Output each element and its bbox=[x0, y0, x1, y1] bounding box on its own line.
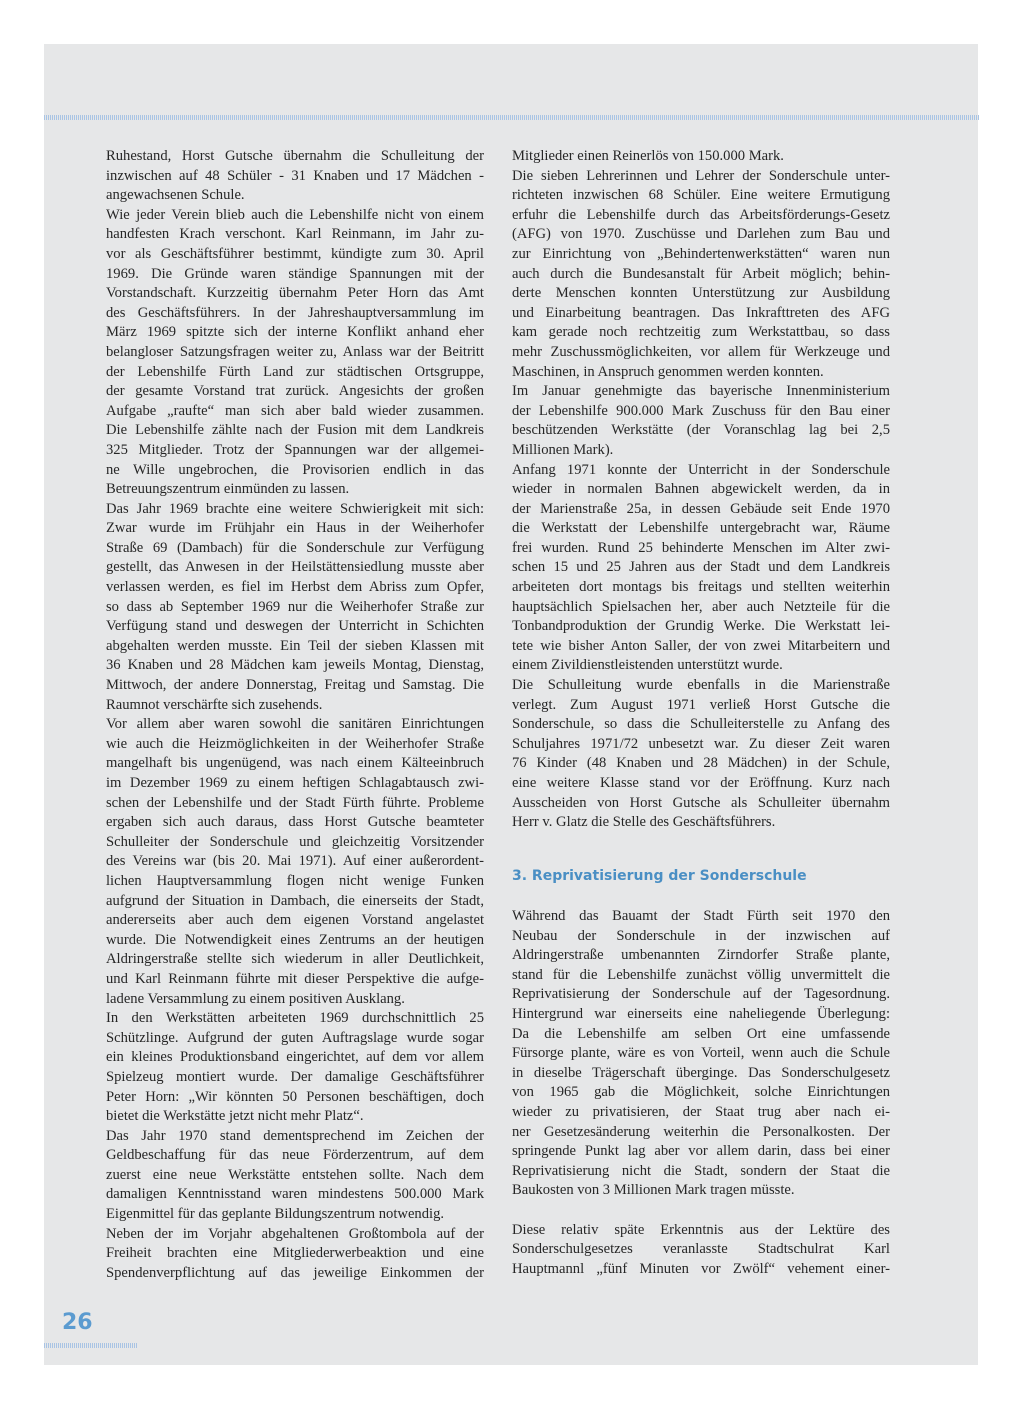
paragraph bbox=[512, 907, 890, 1201]
text-line: beschützenden Werkstätte (der Voranschlag lag bei 2,5 bbox=[512, 422, 890, 439]
text-line: in dieselbe Trägerschaft überginge. Das Sonderschulgesetz bbox=[512, 1064, 890, 1081]
paragraph bbox=[512, 1201, 890, 1221]
text-line: Straße 69 (Dambach) für die Sonderschule zur Verfügung bbox=[106, 539, 484, 556]
paragraph bbox=[512, 382, 890, 460]
text-line: der Marienstraße 25a, in dessen Gebäude seit Ende 1970 bbox=[512, 500, 890, 517]
text-line: Peter Horn: „Wir könnten 50 Personen beschäftigen, doch bbox=[106, 1088, 484, 1105]
text-line: wurde. Die Notwendigkeit eines Zentrums an der heutigen bbox=[106, 931, 484, 948]
text-line: Wie jeder Verein blieb auch die Lebenshilfe nicht von einem bbox=[106, 206, 484, 223]
text-line: wieder in normalen Bahnen abgewickelt werden, da in bbox=[512, 481, 890, 498]
text-line: der Lebenshilfe 900.000 Mark Zuschuss für den Bau einer bbox=[512, 402, 890, 419]
text-line: abgehalten werden musste. Ein Teil der sieben Klassen mit bbox=[106, 637, 484, 654]
text-line: Hauptmannl „fünf Minuten vor Zwölf“ vehement einer- bbox=[512, 1260, 890, 1277]
text-line: Aldringerstraße stellte sich wiederum in aller Deutlichkeit, bbox=[106, 951, 484, 968]
text-line: schen 15 und 25 Jahren aus der Stadt und dem Landkreis bbox=[512, 559, 890, 576]
text-line: Ausscheiden von Horst Gutsche als Schulleiter übernahm bbox=[512, 794, 890, 811]
text-line: bietet die Werkstätte jetzt nicht mehr Platz“. bbox=[106, 1108, 364, 1125]
text-line: einem Zivildienstleistenden unterstützt wurde. bbox=[512, 657, 783, 674]
text-line: Da die Lebenshilfe am selben Ort eine umfassende bbox=[512, 1025, 890, 1042]
text-line: wie auch die Heizmöglichkeiten in der Weiherhofer Straße bbox=[106, 735, 484, 752]
text-line: eine weitere Klasse stand vor der Eröffnung. Kurz nach bbox=[512, 775, 890, 791]
text-line: Die sieben Lehrerinnen und Lehrer der Sonderschule unter- bbox=[512, 167, 890, 184]
text-line: von 1965 gab die Möglichkeit, solche Einrichtungen bbox=[512, 1084, 890, 1101]
text-line: Mittwoch, der andere Donnerstag, Freitag und Samstag. Die bbox=[106, 677, 484, 694]
text-line: März 1969 spitzte sich der interne Konflikt anhand eher bbox=[106, 324, 484, 341]
text-line: zur Einrichtung von „Behindertenwerkstätten“ waren nun bbox=[512, 245, 890, 262]
left-text-column bbox=[106, 147, 484, 1283]
text-line: Millionen Mark). bbox=[512, 441, 614, 458]
text-line: Maschinen, in Anspruch genommen werden konnten. bbox=[512, 363, 824, 380]
header-dotted-rule bbox=[44, 115, 980, 120]
right-text-column bbox=[512, 147, 890, 833]
text-line: richteten inzwischen 68 Schüler. Eine weitere Ermutigung bbox=[512, 187, 890, 204]
paragraph bbox=[106, 500, 484, 716]
text-line: Baukosten von 3 Millionen Mark tragen müsste. bbox=[512, 1182, 795, 1199]
text-line: und Einarbeitung beantragen. Das Inkrafttreten des AFG bbox=[512, 304, 890, 321]
text-line: verlegt. Zum August 1971 verließ Horst Gutsche die bbox=[512, 696, 890, 713]
text-line: Die Lebenshilfe zählte nach der Fusion mit dem Landkreis bbox=[106, 422, 484, 439]
text-line: ergaben sich auch daraus, dass Horst Gutsche beamteter bbox=[106, 814, 484, 831]
text-line: der gesamte Vorstand trat zurück. Angesichts der großen bbox=[106, 383, 484, 400]
text-line: so dass ab September 1969 nur die Weiherhofer Straße zur bbox=[106, 598, 484, 615]
text-line: Aldringerstraße umbenannten Zirndorfer Straße plante, bbox=[512, 947, 890, 964]
paragraph bbox=[106, 147, 484, 206]
text-line: frei wurden. Rund 25 behinderte Menschen im Alter zwi- bbox=[512, 539, 890, 556]
text-line: erfuhr die Lebenshilfe durch das Arbeitsförderungs-Gesetz bbox=[512, 206, 890, 223]
paragraph bbox=[106, 1127, 484, 1225]
text-line: angewachsenen Schule. bbox=[106, 187, 245, 204]
text-line: verlassen werden, es fiel im Herbst dem Abriss zum Opfer, bbox=[106, 579, 484, 596]
text-line: Aufgabe „raufte“ man sich aber bald wieder zusammen. bbox=[106, 402, 484, 419]
paragraph bbox=[512, 676, 890, 833]
text-line: Ruhestand, Horst Gutsche übernahm die Schulleitung der bbox=[106, 148, 484, 164]
text-line: die Werkstatt der Lebenshilfe untergebracht war, Räume bbox=[512, 520, 890, 537]
section-heading: 3. Reprivatisierung der Sonderschule bbox=[512, 868, 807, 884]
text-line: Das Jahr 1970 stand dementsprechend im Zeichen der bbox=[106, 1127, 484, 1144]
text-line: auch durch die Bundesanstalt für Arbeit möglich; behin- bbox=[512, 265, 890, 282]
text-line: mehr Zuschussmöglichkeiten, vor allem für Werkzeuge und bbox=[512, 343, 890, 360]
text-line: Hintergrund war einerseits eine naheliegende Überlegung: bbox=[512, 1005, 890, 1022]
text-line: wieder zu privatisieren, der Staat trug aber nach ei- bbox=[512, 1103, 890, 1120]
text-line: vor als Geschäftsführer bestimmt, kündigte zum 30. April bbox=[106, 245, 484, 262]
text-line: derte Menschen konnten Unterstützung zur Ausbildung bbox=[512, 285, 890, 302]
text-line: Reprivatisierung nicht die Stadt, sondern der Staat die bbox=[512, 1162, 890, 1179]
text-line: aufgrund der Situation in Dambach, die einerseits der Stadt, bbox=[106, 892, 484, 909]
text-line: 325 Mitglieder. Trotz der Spannungen war der allgemei- bbox=[106, 441, 484, 458]
text-line: Raumnot verschärfte sich zusehends. bbox=[106, 696, 323, 713]
text-line: und Karl Reinmann führte mit dieser Perspektive die aufge- bbox=[106, 970, 484, 987]
text-line: Betreuungszentrum einmünden zu lassen. bbox=[106, 481, 350, 498]
text-line: Vor allem aber waren sowohl die sanitären Einrichtungen bbox=[106, 716, 484, 733]
text-line: Geldbeschaffung für das neue Förderzentrum, auf dem bbox=[106, 1147, 484, 1164]
footer-dotted-rule bbox=[44, 1343, 138, 1348]
text-line: 1969. Die Gründe waren ständige Spannungen mit der bbox=[106, 265, 484, 282]
text-line: kam gerade noch rechtzeitig zum Werkstattbau, so dass bbox=[512, 324, 890, 341]
text-line: Fürsorge plante, wäre es von Vorteil, wenn auch die Schule bbox=[512, 1045, 890, 1062]
text-line: Sonderschule, so dass die Schulleiterstelle zu Anfang des bbox=[512, 716, 890, 733]
text-line: arbeiteten dort montags bis freitags und stellten weiterhin bbox=[512, 579, 890, 596]
text-line: Sonderschulgesetzes veranlasste Stadtschulrat Karl bbox=[512, 1241, 890, 1258]
text-line: mangelhaft bis ungenügend, was nach einem Kälteeinbruch bbox=[106, 755, 484, 772]
text-line: hauptsächlich Spielsachen her, aber auch Netzteile für die bbox=[512, 598, 890, 615]
text-line: Spendenverpflichtung auf das jeweilige Einkommen der bbox=[106, 1264, 484, 1281]
text-line: Tonbandproduktion der Grundig Werke. Die Werkstatt lei- bbox=[512, 618, 890, 635]
text-line: Die Schulleitung wurde ebenfalls in die Marienstraße bbox=[512, 677, 890, 694]
text-line: ner Gesetzesänderung weiterhin die Personalkosten. Der bbox=[512, 1123, 890, 1140]
text-line: Verfügung stand und deswegen der Unterricht in Schichten bbox=[106, 618, 484, 635]
text-line: Reprivatisierung der Sonderschule auf der Tagesordnung. bbox=[512, 986, 890, 1003]
text-line: (AFG) von 1970. Zuschüsse und Darlehen zum Bau und bbox=[512, 226, 890, 243]
text-line: Freiheit brachten eine Mitgliederwerbeaktion und eine bbox=[106, 1245, 484, 1262]
text-line: Zwar wurde im Frühjahr ein Haus in der Weiherhofer bbox=[106, 520, 484, 537]
paragraph bbox=[106, 206, 484, 500]
text-line: ne Wille ungebrochen, die Provisorien endlich in das bbox=[106, 461, 484, 478]
paragraph bbox=[106, 1009, 484, 1127]
text-line: Schuljahres 1971/72 unbesetzt war. Zu dieser Zeit waren bbox=[512, 735, 890, 752]
text-line: Das Jahr 1969 brachte eine weitere Schwierigkeit mit sich: bbox=[106, 500, 484, 517]
text-line: gestellt, das Anwesen in der Heilstättensiedlung musste aber bbox=[106, 559, 484, 576]
text-line: belangloser Satzungsfragen weiter zu, Anlass war der Beitritt bbox=[106, 343, 484, 360]
text-line: Anfang 1971 konnte der Unterricht in der Sonderschule bbox=[512, 461, 890, 478]
text-line: Mitglieder einen Reinerlös von 150.000 Mark. bbox=[512, 148, 784, 164]
text-line: Vorstandschaft. Kurzzeitig übernahm Peter Horn das Amt bbox=[106, 285, 484, 302]
text-line: des Vereins war (bis 20. Mai 1971). Auf einer außerordent- bbox=[106, 853, 484, 870]
text-line: im Dezember 1969 zu einem heftigen Schlagabtausch zwi- bbox=[106, 775, 484, 791]
paragraph bbox=[106, 1225, 484, 1284]
text-line: der Lebenshilfe Fürth Land zur städtischen Ortsgruppe, bbox=[106, 363, 484, 380]
text-line: lichen Hauptversammlung flogen nicht wenige Funken bbox=[106, 872, 484, 889]
paragraph bbox=[106, 715, 484, 1009]
text-line: ein kleines Produktionsband eingerichtet, auf dem vor allem bbox=[106, 1049, 484, 1066]
text-line: zuerst eine neue Werkstätte entstehen sollte. Nach dem bbox=[106, 1166, 484, 1183]
text-line: Eigenmittel für das geplante Bildungszentrum notwendig. bbox=[106, 1206, 445, 1223]
text-line: andererseits aber auch dem eigenen Vorstand angelastet bbox=[106, 912, 484, 929]
text-line: Herr v. Glatz die Stelle des Geschäftsführers. bbox=[512, 814, 776, 831]
text-line: Spielzeug montiert wurde. Der damalige Geschäftsführer bbox=[106, 1068, 484, 1085]
text-line: schen der Lebenshilfe und der Stadt Fürth führte. Probleme bbox=[106, 794, 484, 811]
text-line: springende Punkt lag aber vor allem darin, dass bei einer bbox=[512, 1143, 890, 1160]
text-line: 76 Kinder (48 Knaben und 28 Mädchen) in der Schule, bbox=[512, 755, 890, 772]
text-line: Schützlinge. Aufgrund der guten Auftragslage wurde sogar bbox=[106, 1029, 484, 1046]
text-line: des Geschäftsführers. In der Jahreshauptversammlung im bbox=[106, 304, 484, 321]
text-line: Neben der im Vorjahr abgehaltenen Großtombola auf der bbox=[106, 1225, 484, 1242]
text-line: inzwischen auf 48 Schüler - 31 Knaben und 17 Mädchen - bbox=[106, 167, 484, 184]
text-line: stand für die Lebenshilfe zunächst völlig unvermittelt die bbox=[512, 966, 890, 983]
blank-line bbox=[512, 1201, 890, 1221]
section-text bbox=[512, 907, 890, 1279]
text-line: Neubau der Sonderschule in der inzwischen auf bbox=[512, 927, 890, 944]
text-line: Im Januar genehmigte das bayerische Innenministerium bbox=[512, 383, 890, 400]
page-number: 26 bbox=[62, 1310, 93, 1335]
text-line: Schulleiter der Sonderschule und gleichzeitig Vorsitzender bbox=[106, 833, 484, 850]
paragraph bbox=[512, 147, 890, 167]
paragraph bbox=[512, 167, 890, 383]
paragraph bbox=[512, 461, 890, 677]
paragraph bbox=[512, 1221, 890, 1280]
text-line: 36 Knaben und 28 Mädchen kam jeweils Montag, Dienstag, bbox=[106, 657, 484, 674]
text-line: Während das Bauamt der Stadt Fürth seit 1970 den bbox=[512, 908, 890, 924]
text-line: Diese relativ späte Erkenntnis aus der Lektüre des bbox=[512, 1221, 890, 1238]
text-line: handfesten Krach verschont. Karl Reinmann, im Jahr zu- bbox=[106, 226, 484, 243]
text-line: damaligen Kenntnisstand waren mindestens 500.000 Mark bbox=[106, 1186, 484, 1203]
text-line: tete wie bisher Anton Saller, der von zwei Mitarbeitern und bbox=[512, 637, 890, 654]
text-line: ladene Versammlung zu einem positiven Ausklang. bbox=[106, 990, 405, 1007]
text-line: In den Werkstätten arbeiteten 1969 durchschnittlich 25 bbox=[106, 1010, 484, 1027]
